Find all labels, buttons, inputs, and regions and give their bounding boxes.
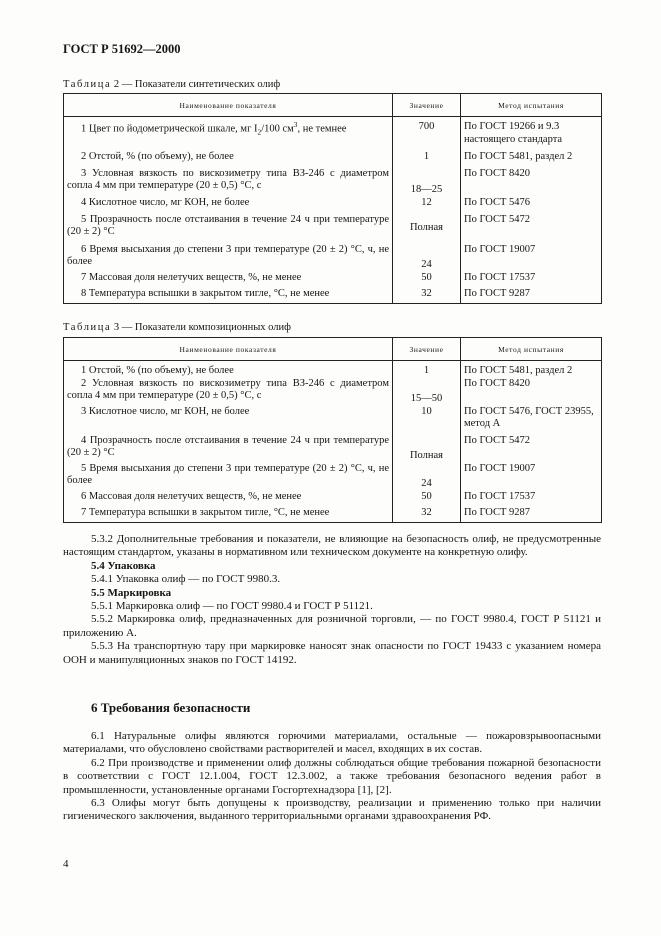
test-method: По ГОСТ 17537 [461,491,602,507]
test-method: По ГОСТ 5476, ГОСТ 23955, метод А [461,406,602,435]
table-row [64,117,602,151]
indicator-value: 1 [393,361,461,378]
paragraph-6-3: 6.3 Олифы могут быть допущены к производству, реализации и применению только при наличии гигиенического заключения, выданного территориальными органами здравоохранения РФ. [63,797,601,823]
indicator-value: Полная [393,435,461,463]
table-row [64,288,602,304]
paragraph-6-1: 6.1 Натуральные олифы являются горючими материалами, остальные — пожаровзрывоопасными материалами, что обусловлено свойствами растворителей и масел, входящих в их состав. [63,730,601,756]
test-method: По ГОСТ 19266 и 9.3 настоящего стандарта [461,117,602,151]
indicator-name: 4 Прозрачность после отстаивания в течение 24 ч при температуре (20 ± 2) °С [64,435,393,463]
indicator-name: 5 Время высыхания до степени 3 при температуре (20 ± 2) °С, ч, не более [64,463,393,491]
table-row [64,507,602,523]
test-method: По ГОСТ 9287 [461,507,602,523]
table-row [64,463,602,491]
test-method: По ГОСТ 9287 [461,288,602,304]
indicator-value: 50 [393,491,461,507]
paragraph-5-4-1: 5.4.1 Упаковка олиф — по ГОСТ 9980.3. [91,573,281,586]
indicator-name: 4 Кислотное число, мг КОН, не более [64,197,393,214]
table-row [64,244,602,272]
indicator-name: 7 Массовая доля нелетучих веществ, %, не менее [64,272,393,288]
column-header-name: Наименование показателя [64,338,393,361]
indicator-value: 24 [393,463,461,491]
paragraph-5-5-2: 5.5.2 Маркировка олиф, предназначенных для розничной торговли, — по ГОСТ 9980.4, ГОСТ Р 51121 и приложению А. [63,613,601,639]
section-6-title: 6 Требования безопасности [91,700,251,715]
indicator-name: 6 Время высыхания до степени 3 при температуре (20 ± 2) °С, ч, не более [64,244,393,272]
indicator-name: 2 Условная вязкость по вискозиметру типа ВЗ-246 с диаметром сопла 4 мм при температуре (20 ± 0,5) °С, с [64,378,393,406]
indicator-value: Полная [393,214,461,244]
indicator-name: 7 Температура вспышки в закрытом тигле, °С, не менее [64,507,393,523]
table-row [64,378,602,406]
page-number: 4 [63,858,69,870]
heading-5-5: 5.5 Маркировка [91,586,172,599]
indicator-value: 32 [393,288,461,304]
test-method: По ГОСТ 8420 [461,168,602,197]
heading-5-4: 5.4 Упаковка [91,559,156,572]
caption-label: Таблица [63,79,112,90]
column-header-value: Значение [393,94,461,117]
test-method: По ГОСТ 5481, раздел 2 [461,361,602,378]
indicator-name: 1 Цвет по йодометрической шкале, мг $I_2/100$ $см^3$, не темнее [64,117,393,151]
table-2-caption [63,79,280,92]
table-composite-olifs [63,337,602,523]
test-method: По ГОСТ 8420 [461,378,602,406]
test-method: По ГОСТ 5476 [461,197,602,214]
table-row [64,214,602,244]
table-row [64,151,602,168]
test-method: По ГОСТ 5481, раздел 2 [461,151,602,168]
paragraph-5-5-1: 5.5.1 Маркировка олиф — по ГОСТ 9980.4 и ГОСТ Р 51121. [91,600,373,613]
test-method: По ГОСТ 19007 [461,463,602,491]
test-method: По ГОСТ 5472 [461,435,602,463]
table-row [64,491,602,507]
table-row [64,361,602,378]
indicator-value: 12 [393,197,461,214]
indicator-name: 5 Прозрачность после отстаивания в течение 24 ч при температуре (20 ± 2) °С [64,214,393,244]
indicator-value: 1 [393,151,461,168]
table-row [64,197,602,214]
safety-text [63,730,601,824]
column-header-method: Метод испытания [461,338,602,361]
test-method: По ГОСТ 5472 [461,214,602,244]
table-synthetic-olifs [63,93,602,304]
indicator-value: 32 [393,507,461,523]
paragraph-5-5-3: 5.5.3 На транспортную тару при маркировке наносят знак опасности по ГОСТ 19433 с указанием номера ООН и манипуляционных знаков по ГОСТ 14192. [63,640,601,666]
test-method: По ГОСТ 19007 [461,244,602,272]
test-method: По ГОСТ 17537 [461,272,602,288]
requirements-text [63,533,601,667]
indicator-name: 1 Отстой, % (по объему), не более [64,361,393,378]
column-header-value: Значение [393,338,461,361]
indicator-value: 15—50 [393,378,461,406]
paragraph-5-3-2: 5.3.2 Дополнительные требования и показатели, не влияющие на безопасность олиф, не предусмотренные настоящим стандартом, указаны в нормативном или техническом документе на конкретную олифу. [63,533,601,559]
indicator-value: 24 [393,244,461,272]
caption-text: 2 — Показатели синтетических олиф [113,79,281,90]
indicator-value: 700 [393,117,461,151]
indicator-name: 6 Массовая доля нелетучих веществ, %, не менее [64,491,393,507]
caption-label: Таблица [63,322,112,333]
document-code: ГОСТ Р 51692—2000 [63,42,181,56]
table-row [64,435,602,463]
indicator-name: 3 Кислотное число, мг КОН, не более [64,406,393,435]
indicator-name: 3 Условная вязкость по вискозиметру типа ВЗ-246 с диаметром сопла 4 мм при температуре (20 ± 0,5) °С, с [64,168,393,197]
indicator-name: 8 Температура вспышки в закрытом тигле, °С, не менее [64,288,393,304]
caption-text: 3 — Показатели композиционных олиф [113,322,291,333]
column-header-method: Метод испытания [461,94,602,117]
indicator-value: 10 [393,406,461,435]
indicator-value: 50 [393,272,461,288]
table-row [64,168,602,197]
table-row [64,272,602,288]
indicator-value: 18—25 [393,168,461,197]
indicator-name: 2 Отстой, % (по объему), не более [64,151,393,168]
table-3-caption [63,322,291,335]
table-row [64,406,602,435]
column-header-name: Наименование показателя [64,94,393,117]
paragraph-6-2: 6.2 При производстве и применении олиф должны соблюдаться общие требования пожарной безопасности в соответствии с ГОСТ 12.1.004, ГОСТ 12.3.002, а также требования безопасного ведения работ в промышленности, установленные органами Госгортехнадзора [1], [2]. [63,756,601,796]
